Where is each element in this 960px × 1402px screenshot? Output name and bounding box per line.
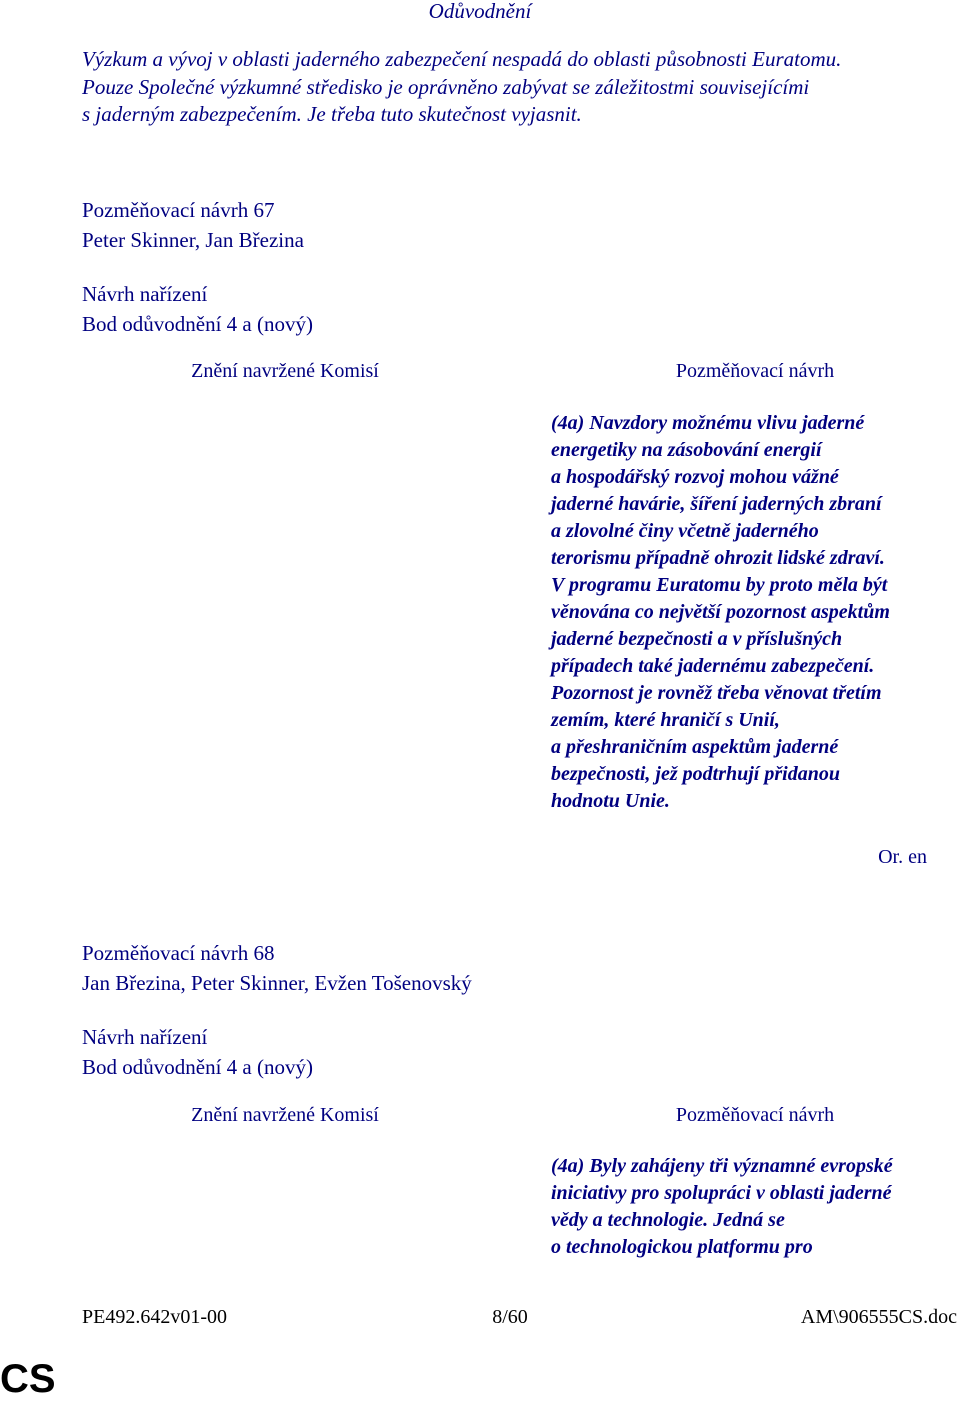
footer-page-number: 8/60 bbox=[492, 1306, 528, 1328]
language-code: CS bbox=[0, 1357, 56, 1401]
amendment-line: případech také jadernému zabezpečení. bbox=[551, 655, 875, 677]
amendment-line: Pozornost je rovněž třeba věnovat třetím bbox=[551, 682, 882, 704]
amendment-line: V programu Euratomu by proto měla být bbox=[551, 574, 888, 596]
amendment-line: bezpečnosti, jež podtrhují přidanou bbox=[551, 763, 840, 785]
proposal-title: Návrh nařízení bbox=[82, 282, 208, 306]
amendment-line: věnována co největší pozornost aspektům bbox=[551, 601, 890, 623]
amendment-line: a přeshraničním aspektům jaderné bbox=[551, 736, 839, 758]
amendment-line: vědy a technologie. Jedná se bbox=[551, 1209, 785, 1231]
recital-reference: Bod odůvodnění 4 a (nový) bbox=[82, 312, 313, 336]
amendment-line: zemím, které hraničí s Unií, bbox=[551, 709, 780, 731]
amendment-authors: Peter Skinner, Jan Březina bbox=[82, 228, 304, 252]
column-heading-amendment: Pozměňovací návrh bbox=[675, 360, 835, 382]
original-language: Or. en bbox=[878, 846, 927, 868]
amendment-68-target bbox=[82, 1022, 313, 1082]
footer-file-name: AM\906555CS.doc bbox=[800, 1306, 957, 1328]
amendment-line: iniciativy pro spolupráci v oblasti jaderné bbox=[551, 1182, 892, 1204]
amendment-line: jaderné havárie, šíření jaderných zbraní bbox=[551, 493, 882, 515]
column-heading-amendment: Pozměňovací návrh bbox=[675, 1104, 835, 1126]
amendment-68-text bbox=[551, 1153, 893, 1261]
justification-title: Odůvodnění bbox=[428, 0, 532, 23]
proposal-title: Návrh nařízení bbox=[82, 1025, 208, 1049]
amendment-number: Pozměňovací návrh 67 bbox=[82, 198, 275, 222]
amendment-line: a hospodářský rozvoj mohou vážné bbox=[551, 466, 839, 488]
amendment-67-header bbox=[82, 195, 304, 255]
amendment-line: jaderné bezpečnosti a v příslušných bbox=[551, 628, 843, 650]
amendment-line: (4a) Navzdory možnému vlivu jaderné bbox=[551, 412, 865, 434]
footer-document-reference: PE492.642v01-00 bbox=[82, 1306, 227, 1328]
amendment-number: Pozměňovací návrh 68 bbox=[82, 941, 275, 965]
justification-line: Výzkum a vývoj v oblasti jaderného zabezpečení nespadá do oblasti působnosti Euratomu. bbox=[82, 47, 842, 71]
column-heading-commission: Znění navržené Komisí bbox=[191, 360, 379, 382]
justification-line: Pouze Společné výzkumné středisko je oprávněno zabývat se záležitostmi souvisejícími bbox=[82, 74, 810, 99]
amendment-line: (4a) Byly zahájeny tři významné evropské bbox=[551, 1155, 893, 1177]
justification-text bbox=[82, 46, 841, 129]
amendment-line: o technologickou platformu pro bbox=[551, 1236, 813, 1258]
recital-reference: Bod odůvodnění 4 a (nový) bbox=[82, 1055, 313, 1079]
amendment-68-header bbox=[82, 938, 472, 998]
column-heading-commission: Znění navržené Komisí bbox=[191, 1104, 379, 1126]
amendment-line: a zlovolné činy včetně jaderného bbox=[551, 520, 819, 542]
justification-line: s jaderným zabezpečením. Je třeba tuto skutečnost vyjasnit. bbox=[82, 102, 582, 126]
amendment-line: terorismu případně ohrozit lidské zdraví. bbox=[551, 547, 885, 569]
amendment-67-text bbox=[551, 410, 890, 815]
amendment-67-target bbox=[82, 279, 313, 339]
amendment-line: energetiky na zásobování energií bbox=[551, 439, 822, 461]
amendment-authors: Jan Březina, Peter Skinner, Evžen Tošenovský bbox=[82, 971, 472, 995]
amendment-line: hodnotu Unie. bbox=[551, 790, 670, 812]
